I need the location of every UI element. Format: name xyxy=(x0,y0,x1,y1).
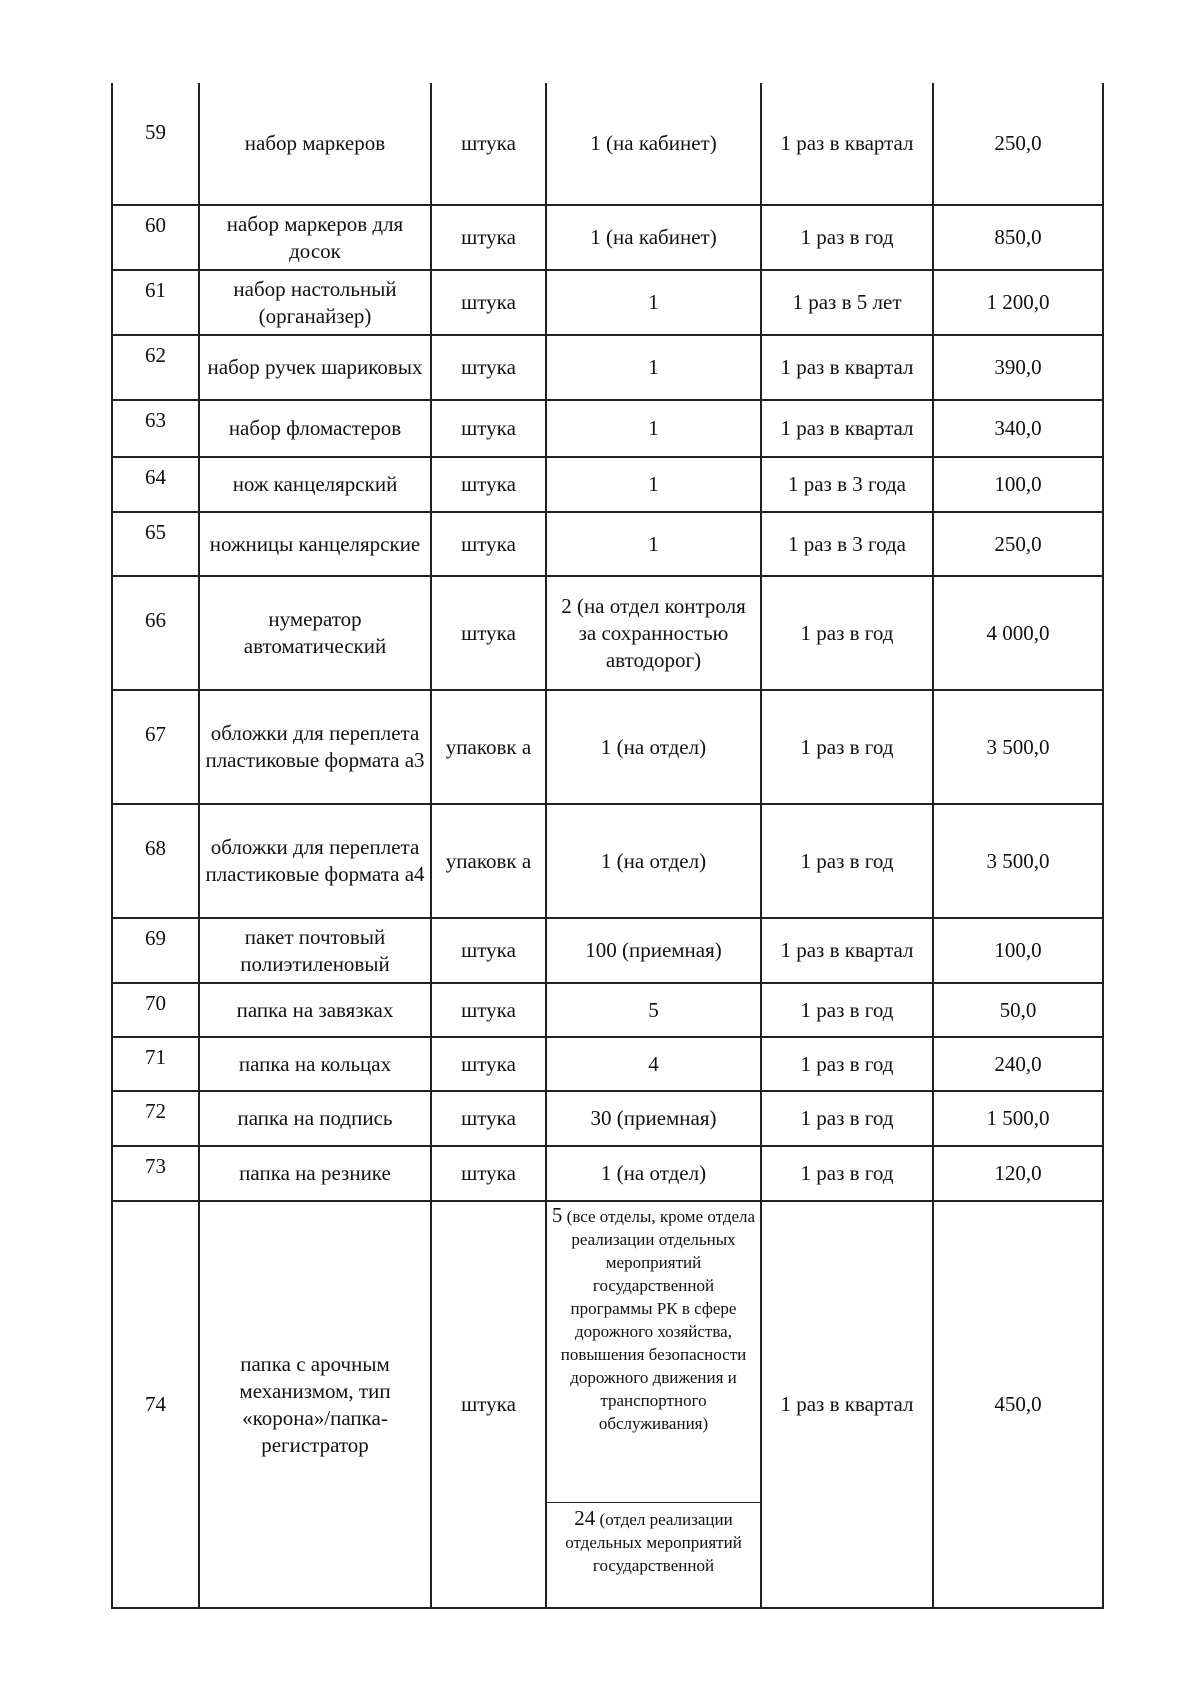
row-number: 74 xyxy=(112,1201,199,1608)
item-period: 1 раз в квартал xyxy=(761,1201,933,1608)
item-period: 1 раз в год xyxy=(761,205,933,270)
table-row xyxy=(112,690,1103,804)
norms-table xyxy=(111,83,1104,1609)
table-row xyxy=(112,83,1103,205)
row-number: 70 xyxy=(112,983,199,1037)
item-period: 1 раз в 5 лет xyxy=(761,270,933,335)
item-period: 1 раз в квартал xyxy=(761,400,933,457)
table-row xyxy=(112,512,1103,576)
item-unit: штука xyxy=(431,576,546,690)
item-period: 1 раз в 3 года xyxy=(761,512,933,576)
item-period: 1 раз в квартал xyxy=(761,83,933,205)
item-period: 1 раз в 3 года xyxy=(761,457,933,512)
item-quantity: 2 (на отдел контроля за сохранностью автодорог) xyxy=(546,576,761,690)
table-row xyxy=(112,804,1103,918)
item-price: 390,0 xyxy=(933,335,1103,400)
quantity-part-implementation-department xyxy=(547,1503,760,1605)
row-number: 72 xyxy=(112,1091,199,1146)
row-number: 69 xyxy=(112,918,199,983)
item-period: 1 раз в год xyxy=(761,1037,933,1091)
item-period: 1 раз в год xyxy=(761,576,933,690)
quantity-implementation-department: 24 xyxy=(574,1506,596,1530)
item-price: 100,0 xyxy=(933,918,1103,983)
item-unit: упаковк а xyxy=(431,690,546,804)
item-unit: штука xyxy=(431,335,546,400)
item-unit: штука xyxy=(431,205,546,270)
item-name: набор фломастеров xyxy=(199,400,431,457)
item-period: 1 раз в квартал xyxy=(761,335,933,400)
item-name: набор маркеров для досок xyxy=(199,205,431,270)
item-quantity: 1 xyxy=(546,512,761,576)
item-name: папка на резнике xyxy=(199,1146,431,1201)
item-quantity: 1 xyxy=(546,270,761,335)
item-unit: штука xyxy=(431,83,546,205)
row-number: 73 xyxy=(112,1146,199,1201)
item-price: 1 500,0 xyxy=(933,1091,1103,1146)
item-price: 850,0 xyxy=(933,205,1103,270)
item-price: 450,0 xyxy=(933,1201,1103,1608)
item-quantity: 1 (на кабинет) xyxy=(546,83,761,205)
item-quantity: 1 xyxy=(546,400,761,457)
item-unit: штука xyxy=(431,512,546,576)
row-number: 66 xyxy=(112,576,199,690)
row-number: 65 xyxy=(112,512,199,576)
item-quantity: 4 xyxy=(546,1037,761,1091)
item-price: 250,0 xyxy=(933,512,1103,576)
item-name: папка на кольцах xyxy=(199,1037,431,1091)
table-row xyxy=(112,1146,1103,1201)
item-period: 1 раз в год xyxy=(761,983,933,1037)
item-period: 1 раз в год xyxy=(761,1146,933,1201)
item-price: 3 500,0 xyxy=(933,804,1103,918)
item-quantity: 30 (приемная) xyxy=(546,1091,761,1146)
item-unit: штука xyxy=(431,918,546,983)
item-unit: штука xyxy=(431,1091,546,1146)
item-quantity: 1 (на отдел) xyxy=(546,1146,761,1201)
row-number: 68 xyxy=(112,804,199,918)
item-unit: штука xyxy=(431,400,546,457)
item-unit: штука xyxy=(431,1201,546,1608)
item-quantity: 1 xyxy=(546,335,761,400)
item-name: набор настольный (органайзер) xyxy=(199,270,431,335)
table-row xyxy=(112,335,1103,400)
item-name: папка с арочным механизмом, тип «корона»/папка-регистратор xyxy=(199,1201,431,1608)
item-price: 240,0 xyxy=(933,1037,1103,1091)
item-period: 1 раз в квартал xyxy=(761,918,933,983)
item-price: 50,0 xyxy=(933,983,1103,1037)
quantity-part-all-departments xyxy=(547,1202,760,1503)
item-quantity: 5 xyxy=(546,983,761,1037)
table-row xyxy=(112,205,1103,270)
table-row xyxy=(112,400,1103,457)
row-number: 59 xyxy=(112,83,199,205)
table-row xyxy=(112,1091,1103,1146)
item-name: ножницы канцелярские xyxy=(199,512,431,576)
row-number: 62 xyxy=(112,335,199,400)
item-price: 250,0 xyxy=(933,83,1103,205)
item-price: 340,0 xyxy=(933,400,1103,457)
row-number: 61 xyxy=(112,270,199,335)
table-row xyxy=(112,1201,1103,1608)
item-unit: штука xyxy=(431,270,546,335)
item-name: папка на подпись xyxy=(199,1091,431,1146)
quantity-all-departments: 5 xyxy=(551,1203,563,1227)
table-row xyxy=(112,576,1103,690)
item-quantity-split xyxy=(546,1201,761,1608)
item-name: набор ручек шариковых xyxy=(199,335,431,400)
item-unit: штука xyxy=(431,1037,546,1091)
row-number: 60 xyxy=(112,205,199,270)
item-unit: штука xyxy=(431,457,546,512)
quantity-all-departments-note: (все отделы, кроме отдела реализации отдельных мероприятий государственной программы РК в сфере дорожного хозяйства, повышения безопасности дорожного движения и транспортного обслуживания) xyxy=(560,1207,756,1433)
item-name: набор маркеров xyxy=(199,83,431,205)
item-period: 1 раз в год xyxy=(761,690,933,804)
item-quantity: 1 (на кабинет) xyxy=(546,205,761,270)
item-period: 1 раз в год xyxy=(761,804,933,918)
row-number: 63 xyxy=(112,400,199,457)
table-row xyxy=(112,983,1103,1037)
item-price: 3 500,0 xyxy=(933,690,1103,804)
row-number: 64 xyxy=(112,457,199,512)
item-name: обложки для переплета пластиковые формата а4 xyxy=(199,804,431,918)
item-name: нож канцелярский xyxy=(199,457,431,512)
item-unit: упаковк а xyxy=(431,804,546,918)
item-price: 100,0 xyxy=(933,457,1103,512)
row-number: 67 xyxy=(112,690,199,804)
table-row xyxy=(112,918,1103,983)
item-quantity: 100 (приемная) xyxy=(546,918,761,983)
item-period: 1 раз в год xyxy=(761,1091,933,1146)
item-quantity: 1 xyxy=(546,457,761,512)
item-price: 1 200,0 xyxy=(933,270,1103,335)
item-price: 4 000,0 xyxy=(933,576,1103,690)
item-unit: штука xyxy=(431,983,546,1037)
table-row xyxy=(112,457,1103,512)
item-name: нумератор автоматический xyxy=(199,576,431,690)
item-quantity: 1 (на отдел) xyxy=(546,690,761,804)
table-row xyxy=(112,1037,1103,1091)
item-name: пакет почтовый полиэтиленовый xyxy=(199,918,431,983)
row-number: 71 xyxy=(112,1037,199,1091)
item-quantity: 1 (на отдел) xyxy=(546,804,761,918)
item-unit: штука xyxy=(431,1146,546,1201)
table-row xyxy=(112,270,1103,335)
item-name: папка на завязках xyxy=(199,983,431,1037)
item-name: обложки для переплета пластиковые формата а3 xyxy=(199,690,431,804)
quantity-implementation-department-note: (отдел реализации отдельных мероприятий государственной xyxy=(565,1510,742,1575)
item-price: 120,0 xyxy=(933,1146,1103,1201)
